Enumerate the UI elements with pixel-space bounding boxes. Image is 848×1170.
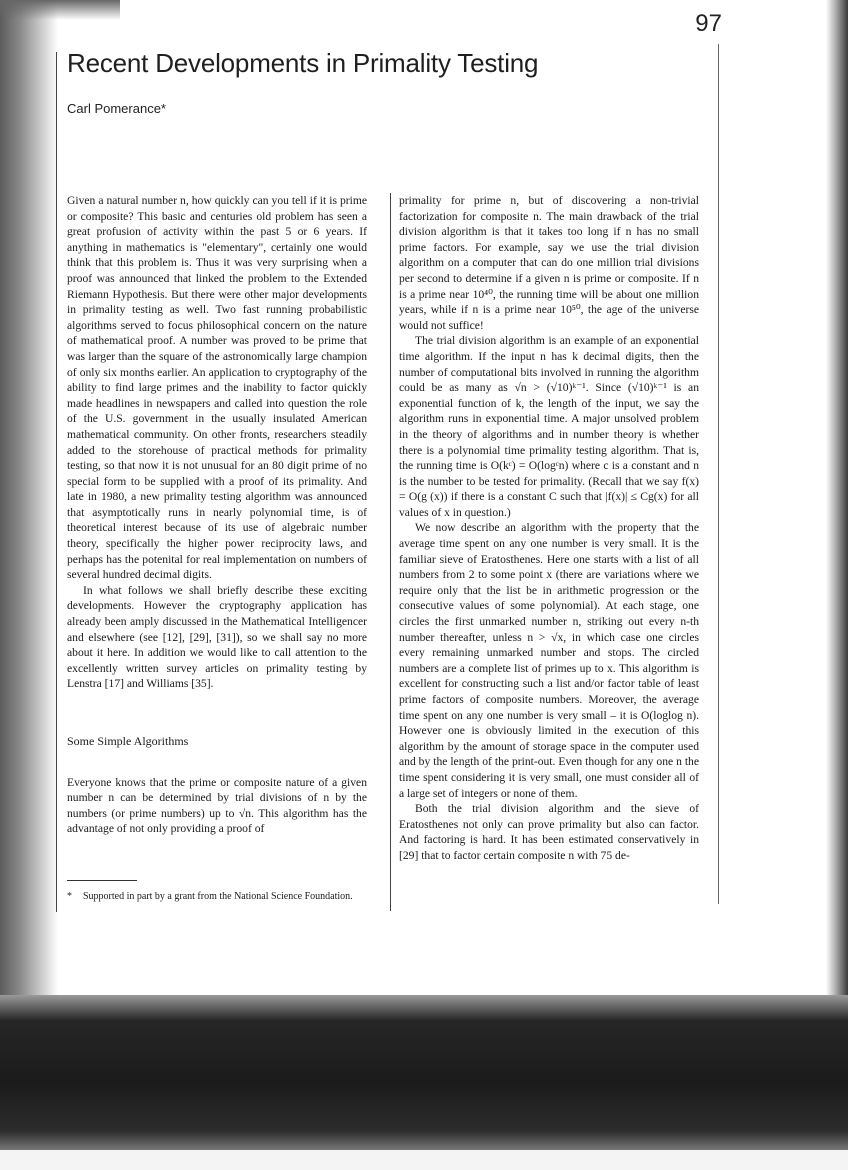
- paragraph: In what follows we shall briefly describe these exciting developments. However the cryptography application has already been amply discussed in the Mathematical Intelligencer and elsewhere (see [12], [29], [31]), so we shall say no more about it here. In addition we would like to call attention to the excellently written survey articles on primality testing by Lenstra [17] and Williams [35].: [67, 583, 367, 691]
- paragraph: Both the trial division algorithm and the sieve of Eratosthenes not only can prove primality but also can factor. And factoring is hard. It has been estimated conservatively in [29] that to factor certain composite n with 75 de-: [399, 802, 699, 862]
- footnote: [67, 890, 367, 903]
- scan-bottom-edge: [0, 1150, 848, 1170]
- scan-shadow-top: [0, 0, 120, 20]
- author-name: Carl Pomerance*: [67, 101, 166, 116]
- article-title: Recent Developments in Primality Testing: [67, 48, 539, 78]
- page-number: 97: [695, 10, 722, 37]
- footnote-text: Supported in part by a grant from the National Science Foundation.: [83, 891, 353, 902]
- section-heading: Some Simple Algorithms: [67, 734, 189, 748]
- paragraph: The trial division algorithm is an example of an exponential time algorithm. If the input n has k decimal digits, then the number of computational bits involved in running the algorithm could be as many as √n > (√10)ᵏ⁻¹. Since (√10)ᵏ⁻¹ is an exponential function of k, the length of the input, we say the algorithm runs in exponential time. A major unsolved problem in the theory of algorithms and in number theory is whether there is a polynomial time primality testing algorithm. That is, the running time is O(kᶜ) = O(logᶜn) where c is a constant and n is the number to be tested for primality. (Recall that we say f(x) = O(g (x)) if there is a constant C such that |f(x)| ≤ Cg(x) for all values of x in question.): [399, 334, 699, 519]
- scan-dark-band: [0, 995, 848, 1155]
- right-column: [399, 193, 699, 864]
- paragraph: Given a natural number n, how quickly can you tell if it is prime or composite? This basic and centuries old problem has seen a great profusion of activity within the past 5 or 6 years. If anything in mathematics is "elementary", certainly one would think that this problem is. Thus it was very surprising when a proof was announced that linked the problem to the Extended Riemann Hypothesis. But there were other major developments in primality testing as well. Two fast running probabilistic algorithms served to focus philosophical concern on the nature of mathematical proof. A number was proved to be prime that was larger than the square of the astronomically large champion of only six months earlier. An application to cryptography of the ability to find large primes and the inability to factor quickly made headlines in newspapers and called into question the role of the U.S. government in the usually insulated American mathematical community. On other fronts, researchers steadily added to the storehouse of practical methods for primality testing, so that now it is not unusual for an 80 digit prime of no special form to be supplied with a proof of its primality. And late in 1980, a new primality testing algorithm was announced that asymptotically runs in nearly polynomial time, is of theoretical interest because of its use of algebraic number theory, specifically the higher power reciprocity laws, and perhaps has the potenital for real implementation on numbers of several hundred decimal digits.: [67, 194, 367, 582]
- column-divider: [390, 193, 391, 911]
- scan-shadow-left: [0, 0, 58, 1030]
- paragraph: We now describe an algorithm with the property that the average time spent on any one number is very small. It is the familiar sieve of Eratosthenes. Here one starts with a list of all numbers from 2 to some point x (there are variations where we require only that the list be in arithmetic progression or the consecutive values of some polynomial). At each stage, one circles the first unmarked number n, striking out every n-th number thereafter, unless n > √x, in which case one circles every remaining unmarked number and stops. The circled numbers are a complete list of primes up to x. This algorithm is excellent for constructing such a list and/or factor table of least prime factors of composite numbers. Moreover, the average time spent on any one number is very small – it is O(loglog n). However one is obviously limited in the execution of this algorithm by the amount of storage space in the computer used and by the length of the print-out. Even though for any one n the time spent considering it is very small, one must consider all of a large set of integers or none of them.: [399, 521, 699, 800]
- footnote-rule: [67, 880, 137, 881]
- paragraph: Everyone knows that the prime or composite nature of a given number n can be determined by trial divisions of n by the numbers (or prime numbers) up to √n. This algorithm has the advantage of not only providing a proof of: [67, 775, 367, 836]
- paragraph: primality for prime n, but of discovering a non-trivial factorization for composite n. The main drawback of the trial division algorithm is that it takes too long if n has no small prime factors. For example, say we use the trial division algorithm on a computer that can do one million trial divisions per second to determine if a given n is prime or composite. If n is a prime near 10⁴⁰, the running time will be about one million years, while if n is a prime near 10⁵⁰, the age of the universe would not suffice!: [399, 194, 699, 332]
- scan-shadow-right: [826, 0, 848, 1000]
- right-margin-rule: [718, 44, 719, 904]
- footnote-mark: *: [67, 891, 72, 902]
- left-margin-rule: [56, 52, 57, 912]
- left-column: [67, 193, 367, 837]
